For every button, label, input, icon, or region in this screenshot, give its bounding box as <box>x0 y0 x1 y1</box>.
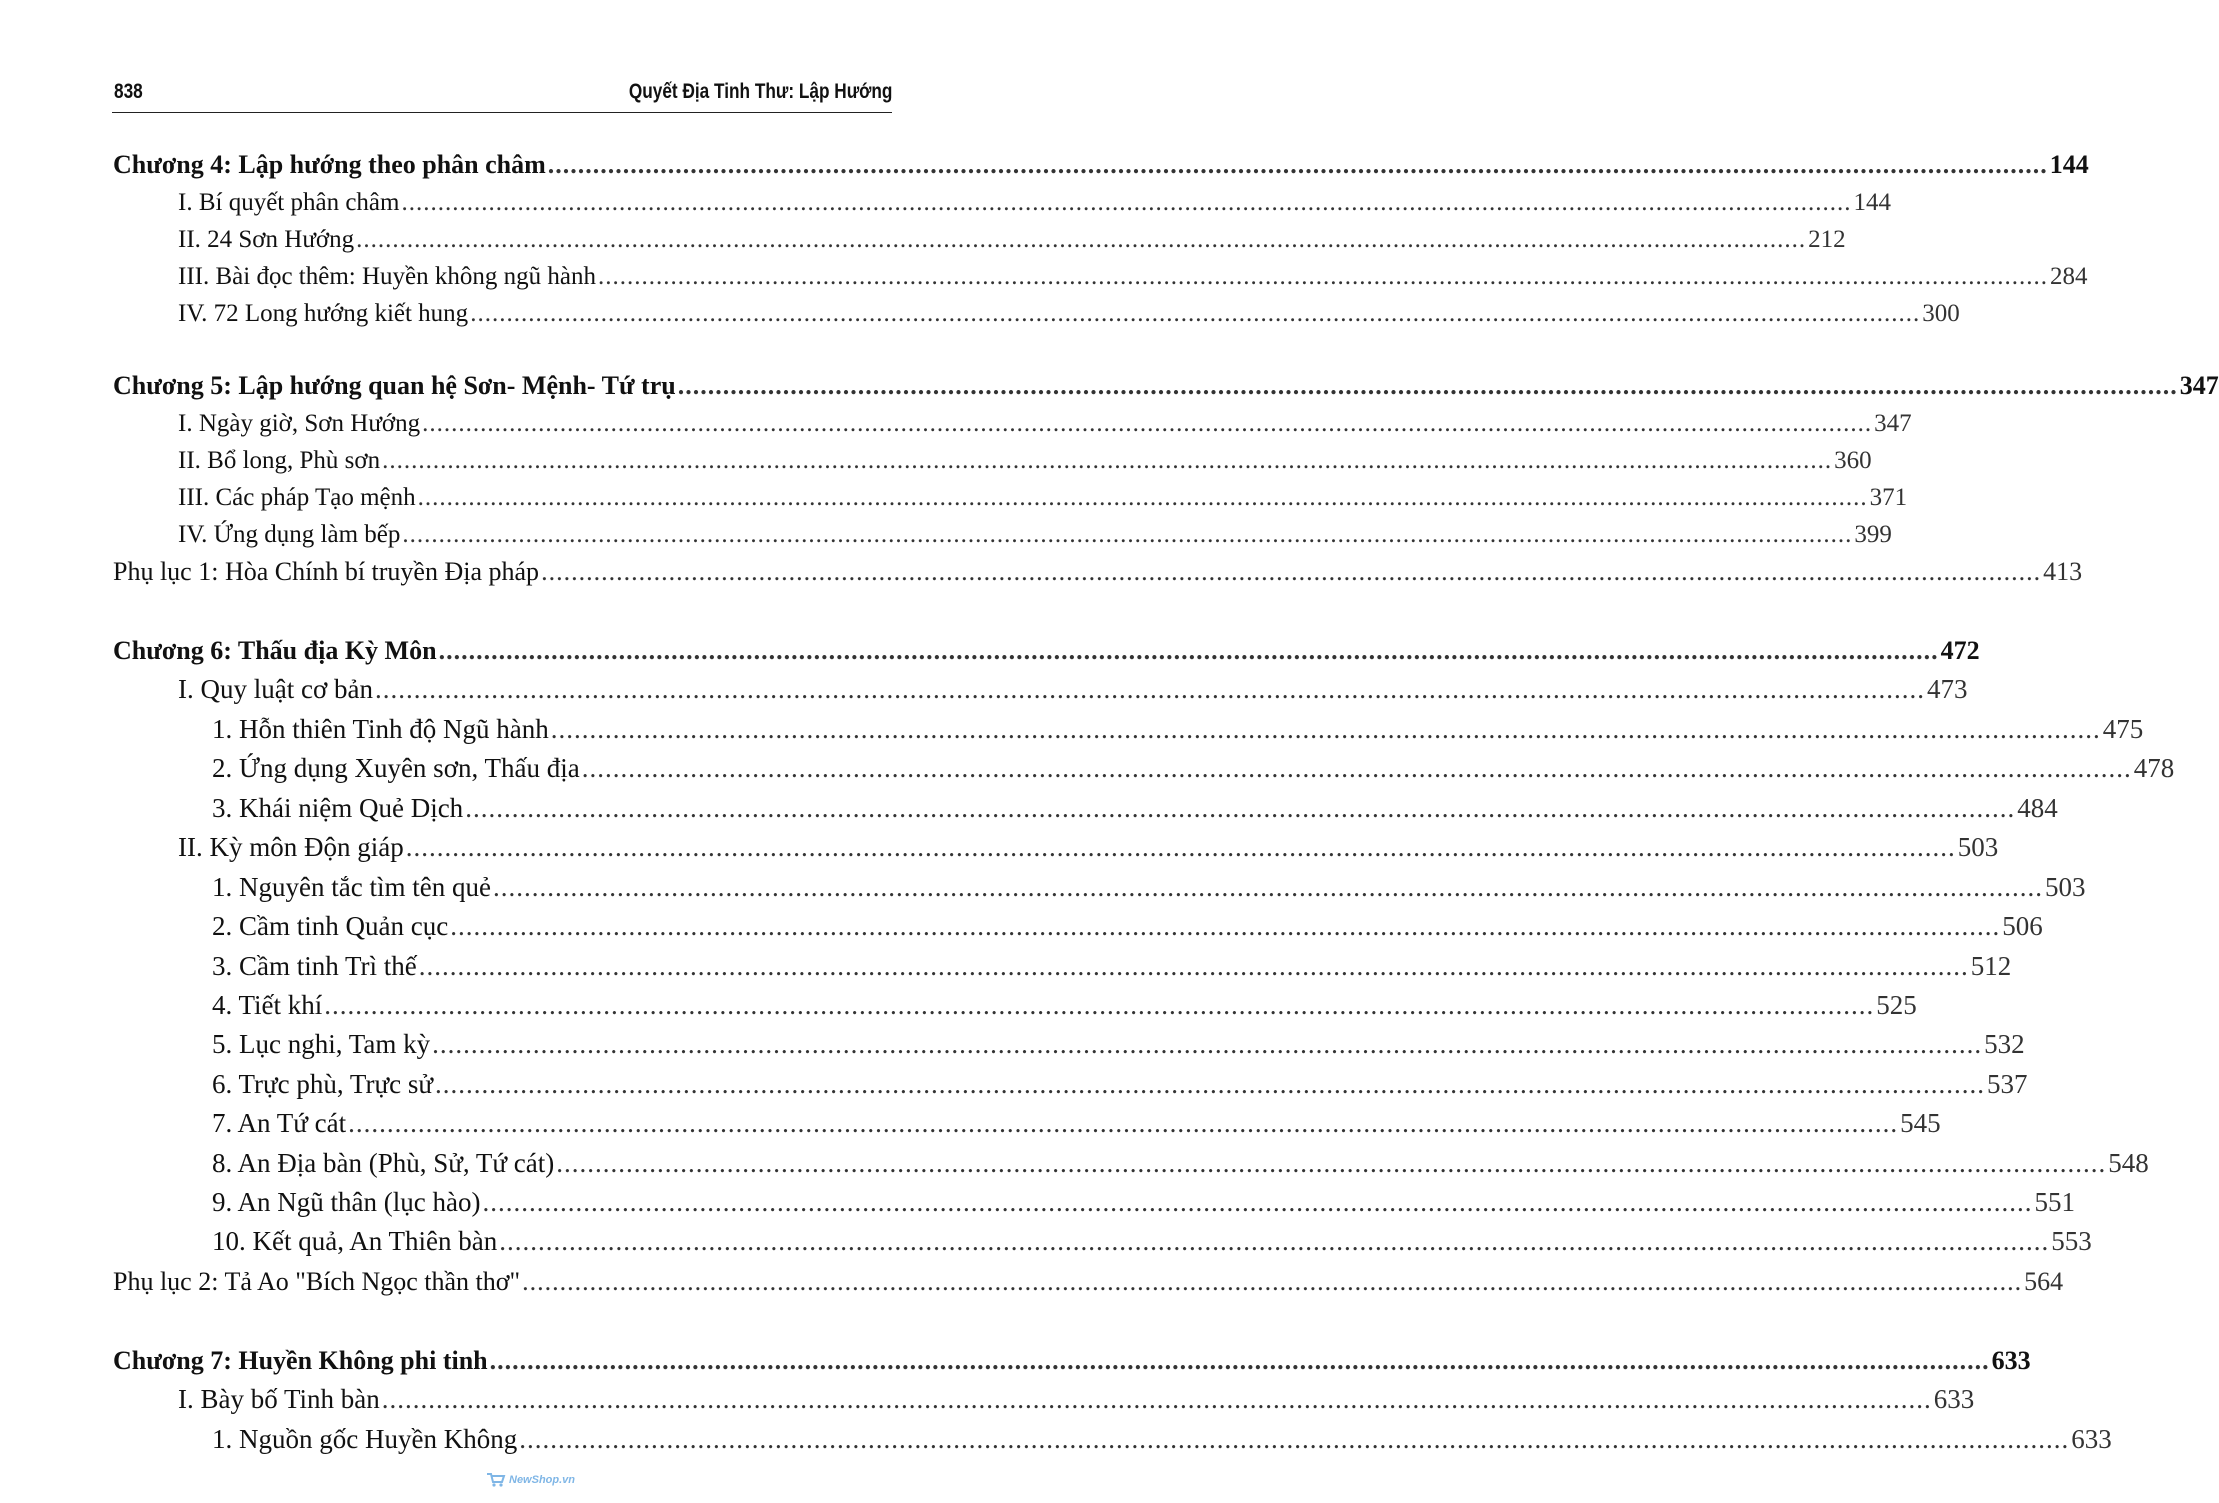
toc-entry[interactable]: I. Quy luật cơ bản ........................................................................................................................................................................................................ 473 <box>178 674 1968 704</box>
toc-entry[interactable]: 3. Cầm tinh Trì thế ........................................................................................................................................................................................................ 512 <box>212 951 2012 981</box>
toc-entry-title: II. Kỳ môn Độn giáp <box>178 832 404 862</box>
toc-entry-page: 399 <box>1854 521 1892 548</box>
toc-entry-page: 553 <box>2051 1226 2092 1256</box>
page-header <box>112 72 892 113</box>
toc-entry[interactable]: 6. Trực phù, Trực sử ........................................................................................................................................................................................................ 537 <box>212 1069 2028 1099</box>
toc-chapter-4[interactable]: Chương 4: Lập hướng theo phân châm ........................................................................................................................................................................................................ 144 <box>113 150 2089 179</box>
toc-entry-title: II. Bổ long, Phù sơn <box>178 447 381 474</box>
toc-entry-title: IV. Ứng dụng làm bếp <box>178 521 401 548</box>
toc-entry[interactable]: 2. Ứng dụng Xuyên sơn, Thấu địa ........................................................................................................................................................................................................ 478 <box>212 753 2175 783</box>
cart-icon <box>486 1472 506 1488</box>
toc-entry-title: 9. An Ngũ thân (lục hào) <box>212 1187 481 1217</box>
toc-entry-title: 8. An Địa bàn (Phù, Sử, Tứ cát) <box>212 1148 555 1178</box>
running-title: Quyết Địa Tinh Thư: Lập Hướng <box>628 80 892 103</box>
page-number: 838 <box>114 80 143 103</box>
toc-entry[interactable]: I. Bí quyết phân châm ........................................................................................................................................................................................................ 144 <box>178 189 1891 216</box>
toc-entry-page: 512 <box>1970 951 2012 981</box>
toc-entry-title: Phụ lục 1: Hòa Chính bí truyền Địa pháp <box>113 557 540 586</box>
toc-entry-page: 347 <box>1874 410 1912 437</box>
toc-entry[interactable]: I. Ngày giờ, Sơn Hướng ........................................................................................................................................................................................................ 347 <box>178 410 1912 437</box>
toc-entry-page: 633 <box>2071 1424 2112 1454</box>
toc-entry[interactable]: 1. Nguyên tắc tìm tên quẻ ........................................................................................................................................................................................................ 503 <box>212 872 2086 902</box>
toc-entry-title: 2. Cầm tinh Quản cục <box>212 911 449 941</box>
toc-entry-title: 3. Cầm tinh Trì thế <box>212 951 417 981</box>
toc-entry-page: 284 <box>2049 263 2088 290</box>
toc-entry-title: IV. 72 Long hướng kiết hung <box>178 300 469 327</box>
toc-entry-title: Chương 5: Lập hướng quan hệ Sơn- Mệnh- Tứ trụ <box>113 371 676 400</box>
toc-entry-page: 144 <box>1853 189 1891 216</box>
toc-entry-title: III. Bài đọc thêm: Huyền không ngũ hành <box>178 263 596 290</box>
toc-chapter-6[interactable]: Chương 6: Thấu địa Kỳ Môn ........................................................................................................................................................................................................ 472 <box>113 636 1980 665</box>
toc-entry-page: 212 <box>1808 226 1846 253</box>
toc-entry-page: 633 <box>1933 1384 1975 1414</box>
toc-entry-title: 7. An Tứ cát <box>212 1108 347 1138</box>
toc-entry-page: 548 <box>2108 1148 2149 1178</box>
toc-entry-title: Phụ lục 2: Tả Ao "Bích Ngọc thần thơ" <box>113 1267 521 1296</box>
toc-entry-title: 1. Nguyên tắc tìm tên quẻ <box>212 872 491 902</box>
toc-chapter-5[interactable]: Chương 5: Lập hướng quan hệ Sơn- Mệnh- Tứ trụ ........................................................................................................................................................................................................ 347 <box>113 371 2219 400</box>
toc-entry-page: 545 <box>1900 1108 1941 1138</box>
toc-entry-page: 473 <box>1926 674 1968 704</box>
toc-entry-page: 633 <box>1991 1346 2031 1375</box>
toc-entry[interactable]: 9. An Ngũ thân (lục hào) ........................................................................................................................................................................................................ 551 <box>212 1187 2075 1217</box>
toc-entry[interactable]: II. Bổ long, Phù sơn ........................................................................................................................................................................................................ 360 <box>178 447 1872 474</box>
toc-entry-title: 1. Hỗn thiên Tinh độ Ngũ hành <box>212 714 549 744</box>
toc-entry-page: 532 <box>1984 1029 2025 1059</box>
toc-entry-page: 478 <box>2133 753 2175 783</box>
toc-entry-page: 564 <box>2024 1267 2064 1296</box>
toc-entry[interactable]: 4. Tiết khí ........................................................................................................................................................................................................ 525 <box>212 990 1917 1020</box>
toc-entry[interactable]: IV. 72 Long hướng kiết hung ........................................................................................................................................................................................................ 300 <box>178 300 1960 327</box>
toc-entry[interactable]: 10. Kết quả, An Thiên bàn ........................................................................................................................................................................................................ 553 <box>212 1226 2092 1256</box>
toc-entry-page: 413 <box>2043 557 2083 586</box>
toc-entry[interactable]: 7. An Tứ cát ........................................................................................................................................................................................................ 545 <box>212 1108 1941 1138</box>
toc-entry-page: 371 <box>1869 484 1908 511</box>
toc-entry[interactable]: 1. Nguồn gốc Huyền Không ........................................................................................................................................................................................................ 633 <box>212 1424 2112 1454</box>
toc-entry[interactable]: III. Bài đọc thêm: Huyền không ngũ hành ........................................................................................................................................................................................................ 284 <box>178 263 2088 290</box>
toc-entry[interactable]: 3. Khái niệm Quẻ Dịch ........................................................................................................................................................................................................ 484 <box>212 793 2058 823</box>
toc-entry-page: 475 <box>2102 714 2144 744</box>
toc-entry-page: 360 <box>1834 447 1872 474</box>
toc-entry-page: 144 <box>2049 150 2089 179</box>
toc-entry[interactable]: 2. Cầm tinh Quản cục ........................................................................................................................................................................................................ 506 <box>212 911 2043 941</box>
toc-entry-title: I. Quy luật cơ bản <box>178 674 373 704</box>
toc-entry[interactable]: 5. Lục nghi, Tam kỳ ........................................................................................................................................................................................................ 532 <box>212 1029 2025 1059</box>
toc-entry-title: 1. Nguồn gốc Huyền Không <box>212 1424 518 1454</box>
toc-entry[interactable]: IV. Ứng dụng làm bếp ........................................................................................................................................................................................................ 399 <box>178 521 1892 548</box>
toc-entry-page: 347 <box>2179 371 2219 400</box>
toc-entry[interactable]: III. Các pháp Tạo mệnh ........................................................................................................................................................................................................ 371 <box>178 484 1908 511</box>
toc-entry-title: Chương 4: Lập hướng theo phân châm <box>113 150 546 179</box>
toc-entry-page: 525 <box>1876 990 1917 1020</box>
toc-entry-title: 6. Trực phù, Trực sử <box>212 1069 433 1099</box>
toc-entry[interactable]: 1. Hỗn thiên Tinh độ Ngũ hành ........................................................................................................................................................................................................ 475 <box>212 714 2144 744</box>
toc-entry-page: 506 <box>2002 911 2043 941</box>
toc-entry-page: 537 <box>1986 1069 2028 1099</box>
toc-appendix-2[interactable]: Phụ lục 2: Tả Ao "Bích Ngọc thần thơ" ........................................................................................................................................................................................................ 564 <box>113 1267 2064 1296</box>
toc-entry[interactable]: I. Bày bố Tinh bàn ........................................................................................................................................................................................................ 633 <box>178 1384 1975 1414</box>
toc-entry-page: 472 <box>1940 636 1980 665</box>
toc-entry-title: III. Các pháp Tạo mệnh <box>178 484 416 511</box>
toc-entry-title: I. Bí quyết phân châm <box>178 189 400 216</box>
toc-entry-title: I. Ngày giờ, Sơn Hướng <box>178 410 421 437</box>
toc-entry-title: 2. Ứng dụng Xuyên sơn, Thấu địa <box>212 753 580 783</box>
toc-appendix-1[interactable]: Phụ lục 1: Hòa Chính bí truyền Địa pháp ........................................................................................................................................................................................................ 413 <box>113 557 2083 586</box>
watermark-text: NewShop.vn <box>509 1474 576 1486</box>
toc-entry-title: Chương 7: Huyền Không phi tinh <box>113 1346 488 1375</box>
toc-entry-title: Chương 6: Thấu địa Kỳ Môn <box>113 636 437 665</box>
toc-entry[interactable]: 8. An Địa bàn (Phù, Sử, Tứ cát) ........................................................................................................................................................................................................ 548 <box>212 1148 2149 1178</box>
toc-entry-title: 10. Kết quả, An Thiên bàn <box>212 1226 498 1256</box>
toc-entry-page: 484 <box>2017 793 2058 823</box>
toc-entry[interactable]: II. Kỳ môn Độn giáp ........................................................................................................................................................................................................ 503 <box>178 832 1999 862</box>
toc-entry-page: 503 <box>2044 872 2086 902</box>
toc-entry-title: II. 24 Sơn Hướng <box>178 226 355 253</box>
toc-entry[interactable]: II. 24 Sơn Hướng ........................................................................................................................................................................................................ 212 <box>178 226 1846 253</box>
watermark <box>486 1472 575 1488</box>
toc-entry-title: I. Bày bố Tinh bàn <box>178 1384 380 1414</box>
toc-chapter-7[interactable]: Chương 7: Huyền Không phi tinh ........................................................................................................................................................................................................ 633 <box>113 1346 2031 1375</box>
toc-entry-page: 503 <box>1957 832 1999 862</box>
toc-entry-title: 3. Khái niệm Quẻ Dịch <box>212 793 464 823</box>
toc-entry-page: 551 <box>2034 1187 2075 1217</box>
toc-entry-title: 5. Lục nghi, Tam kỳ <box>212 1029 431 1059</box>
toc-entry-title: 4. Tiết khí <box>212 990 323 1020</box>
toc-entry-page: 300 <box>1922 300 1960 327</box>
